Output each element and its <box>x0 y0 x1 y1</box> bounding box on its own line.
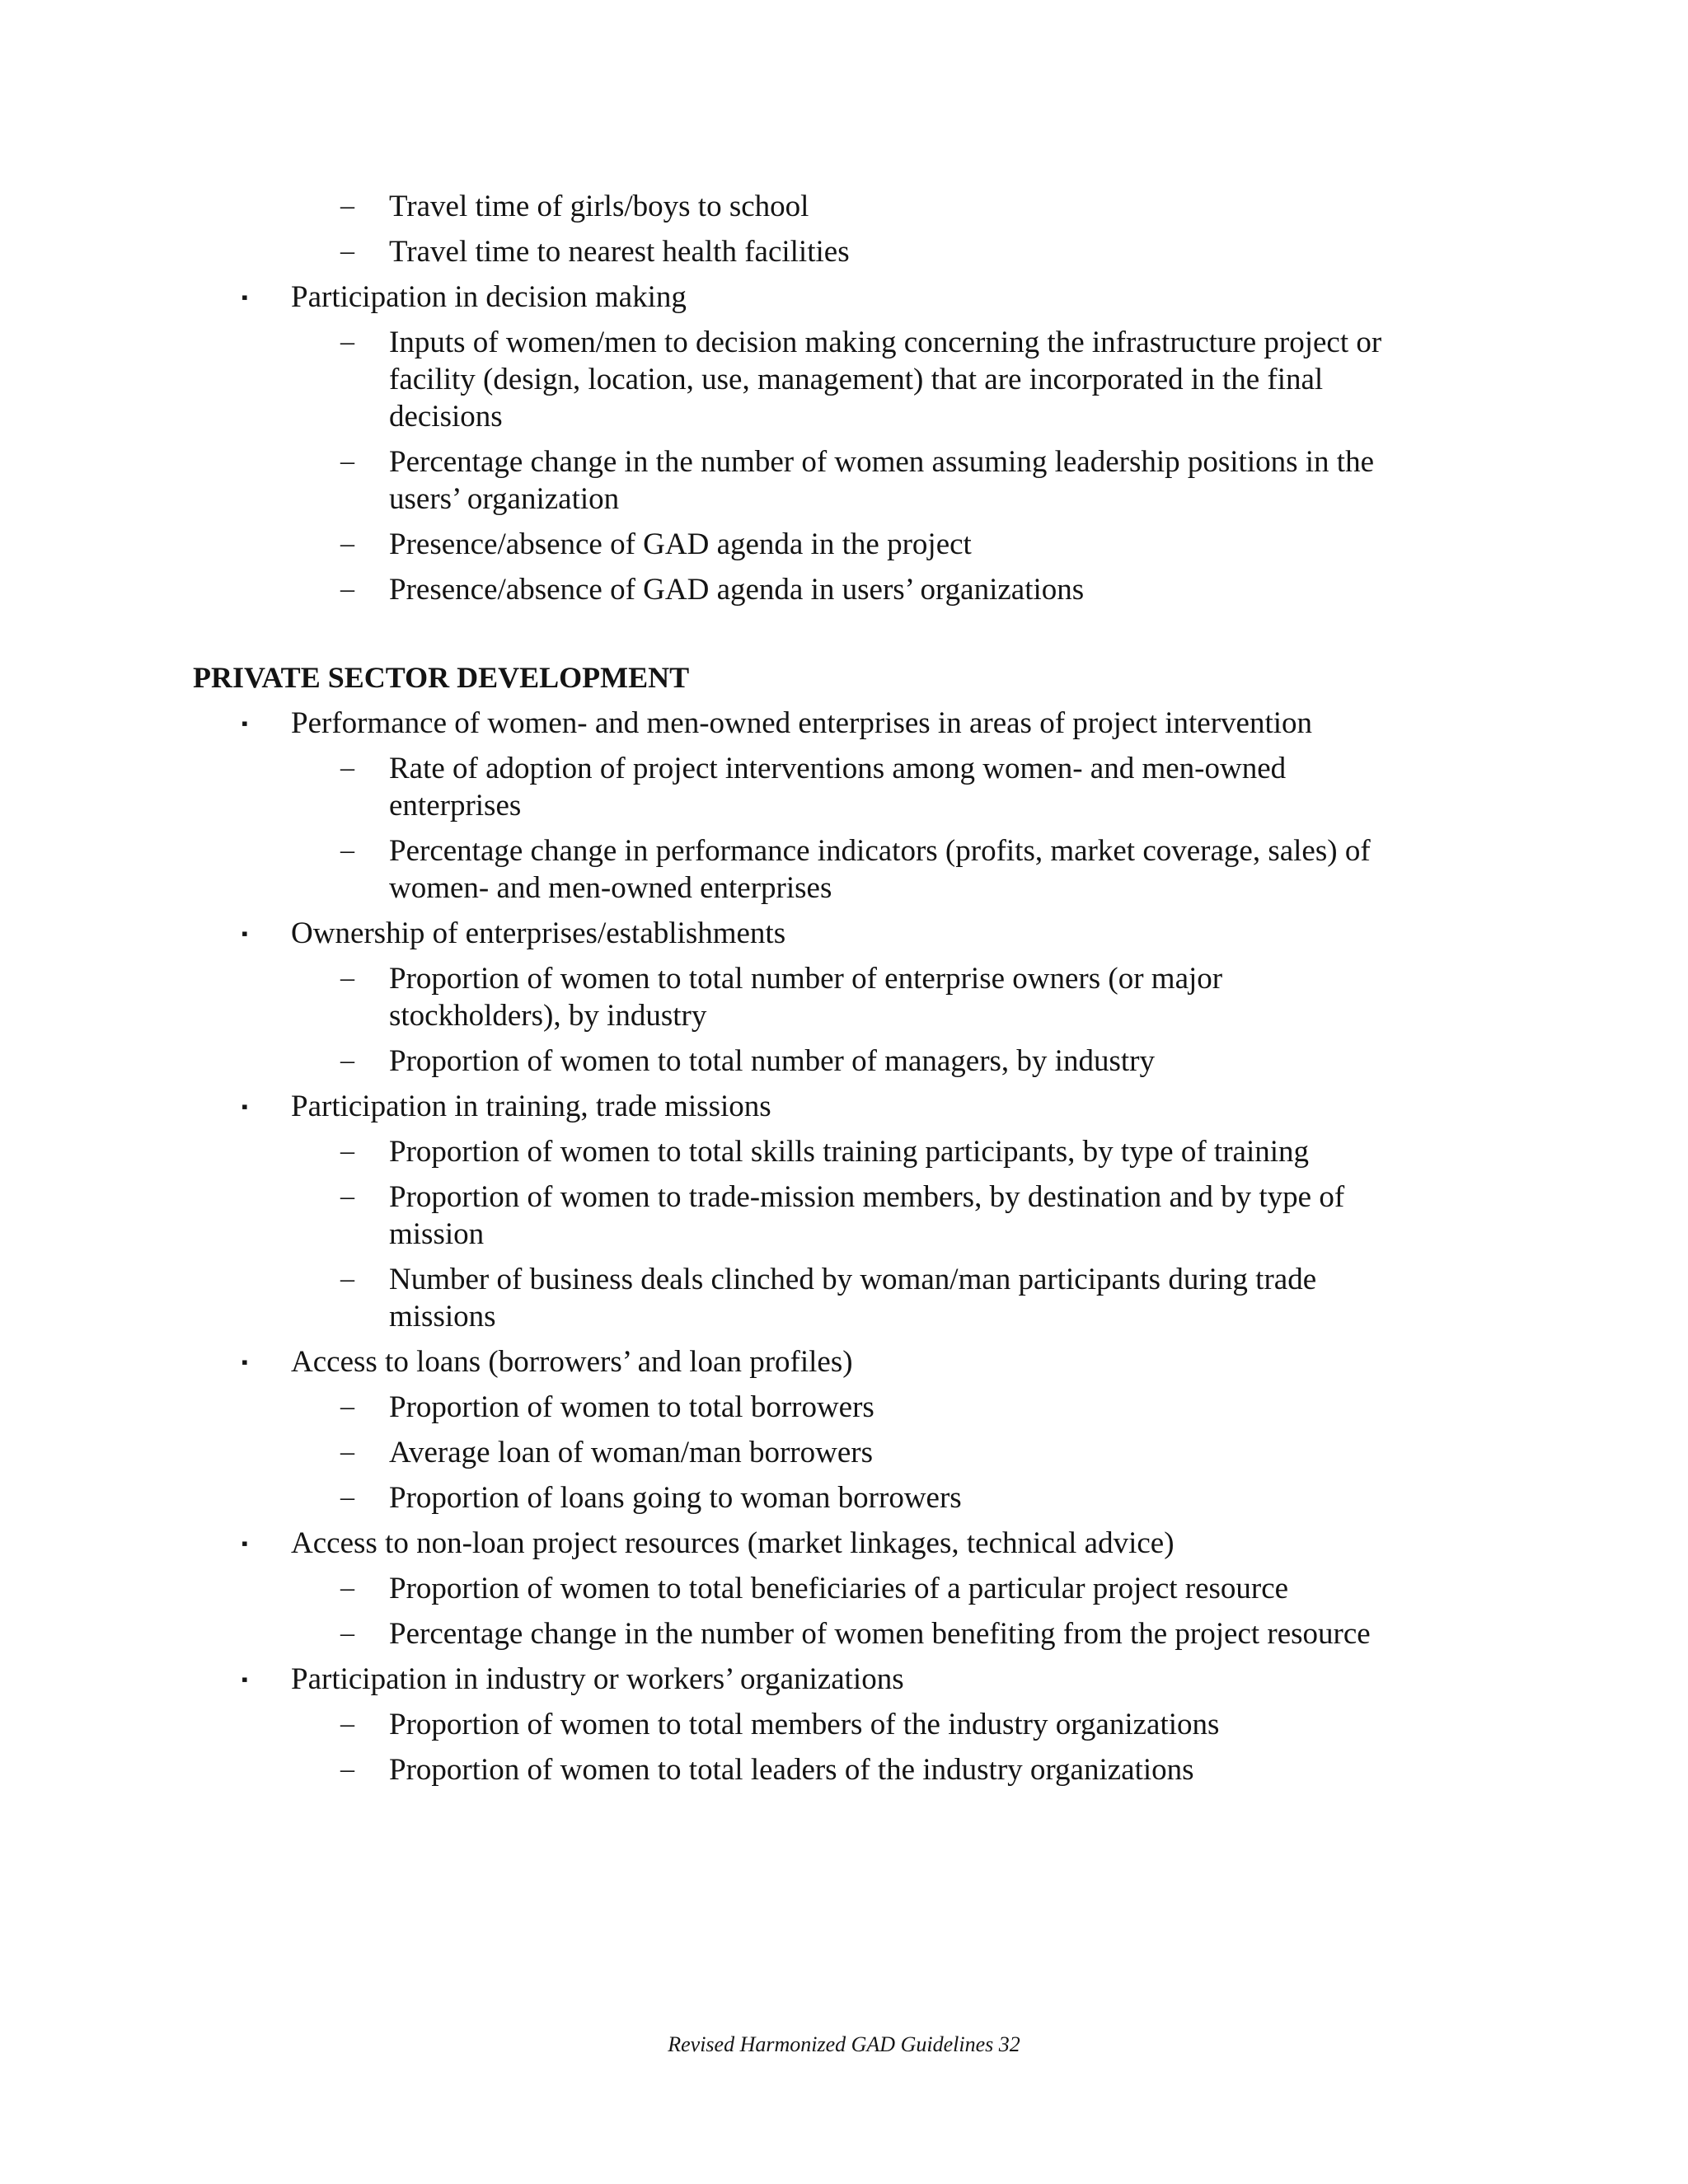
bullet-item <box>0 915 1688 952</box>
item-text-line: women- and men-owned enterprises <box>389 871 832 905</box>
item-text-line: Ownership of enterprises/establishments <box>291 916 786 950</box>
item-text-line: mission <box>389 1217 485 1251</box>
indicator-list-continued <box>0 188 1688 608</box>
item-text-line: Participation in decision making <box>291 280 687 314</box>
item-text-line: Percentage change in performance indicators (profits, market coverage, sales) of <box>389 834 1371 868</box>
sub-item <box>0 1615 1688 1652</box>
square-bullet-icon: ▪ <box>241 1533 248 1554</box>
dash-marker: – <box>340 574 354 604</box>
sub-item <box>0 324 1688 435</box>
bullet-item <box>0 1343 1688 1380</box>
item-text-line: Proportion of women to total skills training participants, by type of training <box>389 1135 1309 1169</box>
page-footer: Revised Harmonized GAD Guidelines 32 <box>668 2032 1020 2056</box>
sub-item <box>0 571 1688 608</box>
dash-marker: – <box>340 835 354 865</box>
bullet-item <box>0 279 1688 316</box>
sub-item <box>0 443 1688 518</box>
item-text-line: enterprises <box>389 789 522 823</box>
item-text-line: Access to non-loan project resources (market linkages, technical advice) <box>291 1526 1175 1560</box>
square-bullet-icon: ▪ <box>241 287 248 307</box>
square-bullet-icon: ▪ <box>241 1352 248 1372</box>
dash-marker: – <box>340 1263 354 1294</box>
sub-item <box>0 1261 1688 1335</box>
item-text-line: Percentage change in the number of women benefiting from the project resource <box>389 1617 1371 1651</box>
item-text-line: Proportion of women to total number of enterprise owners (or major <box>389 962 1223 996</box>
dash-marker: – <box>340 1754 354 1784</box>
sub-item <box>0 1751 1688 1788</box>
sub-item <box>0 1570 1688 1607</box>
item-text-line: Travel time to nearest health facilities <box>389 235 850 269</box>
sub-item <box>0 750 1688 824</box>
dash-marker: – <box>340 1572 354 1603</box>
dash-marker: – <box>340 1391 354 1422</box>
item-text-line: Average loan of woman/man borrowers <box>389 1436 873 1469</box>
sub-item <box>0 233 1688 270</box>
square-bullet-icon: ▪ <box>241 713 248 733</box>
item-text-line: Proportion of loans going to woman borrowers <box>389 1481 962 1515</box>
item-text-line: Number of business deals clinched by woman/man participants during trade <box>389 1263 1317 1296</box>
dash-marker: – <box>340 326 354 357</box>
dash-marker: – <box>340 1136 354 1166</box>
item-text-line: Participation in industry or workers’ organizations <box>291 1662 904 1696</box>
sub-item <box>0 1706 1688 1743</box>
item-text-line: facility (design, location, use, management) that are incorporated in the final <box>389 363 1324 396</box>
dash-marker: – <box>340 752 354 783</box>
sub-item <box>0 1179 1688 1253</box>
item-text-line: Inputs of women/men to decision making concerning the infrastructure project or <box>389 326 1382 359</box>
square-bullet-icon: ▪ <box>241 923 248 944</box>
item-text-line: stockholders), by industry <box>389 999 707 1033</box>
item-text-line: Proportion of women to total number of managers, by industry <box>389 1044 1155 1078</box>
dash-marker: – <box>340 963 354 993</box>
bullet-item <box>0 1525 1688 1562</box>
sub-item <box>0 832 1688 907</box>
item-text-line: Access to loans (borrowers’ and loan profiles) <box>291 1345 853 1379</box>
bullet-item <box>0 1088 1688 1125</box>
item-text-line: Presence/absence of GAD agenda in users’ organizations <box>389 573 1085 607</box>
section-heading: PRIVATE SECTOR DEVELOPMENT <box>193 661 690 694</box>
item-text-line: Participation in training, trade missions <box>291 1090 771 1123</box>
item-text-line: decisions <box>389 400 503 434</box>
dash-marker: – <box>340 1618 354 1648</box>
dash-marker: – <box>340 1045 354 1076</box>
square-bullet-icon: ▪ <box>241 1669 248 1690</box>
item-text-line: Travel time of girls/boys to school <box>389 190 809 223</box>
sub-item <box>0 1389 1688 1426</box>
sub-item <box>0 1043 1688 1080</box>
item-text-line: Proportion of women to total borrowers <box>389 1390 874 1424</box>
dash-marker: – <box>340 1708 354 1739</box>
sub-item <box>0 188 1688 225</box>
item-text-line: missions <box>389 1300 496 1333</box>
item-text-line: Presence/absence of GAD agenda in the project <box>389 527 972 561</box>
dash-marker: – <box>340 1181 354 1212</box>
item-text-line: Proportion of women to total beneficiaries of a particular project resource <box>389 1572 1289 1605</box>
item-text-line: Proportion of women to total leaders of the industry organizations <box>389 1753 1194 1787</box>
item-text-line: Percentage change in the number of women assuming leadership positions in the <box>389 445 1375 479</box>
dash-marker: – <box>340 236 354 266</box>
dash-marker: – <box>340 1482 354 1512</box>
item-text-line: users’ organization <box>389 482 620 516</box>
dash-marker: – <box>340 190 354 221</box>
bullet-item <box>0 705 1688 742</box>
dash-marker: – <box>340 1436 354 1467</box>
sub-item <box>0 526 1688 563</box>
dash-marker: – <box>340 528 354 559</box>
square-bullet-icon: ▪ <box>241 1096 248 1117</box>
sub-item <box>0 1479 1688 1516</box>
item-text-line: Proportion of women to trade-mission members, by destination and by type of <box>389 1180 1345 1214</box>
item-text-line: Proportion of women to total members of the industry organizations <box>389 1708 1220 1741</box>
sub-item <box>0 960 1688 1034</box>
private-sector-indicator-list <box>0 705 1688 1788</box>
document-body <box>0 188 1688 1788</box>
sub-item <box>0 1133 1688 1170</box>
item-text-line: Performance of women- and men-owned enterprises in areas of project intervention <box>291 706 1313 740</box>
bullet-item <box>0 1661 1688 1698</box>
item-text-line: Rate of adoption of project interventions among women- and men-owned <box>389 752 1287 785</box>
sub-item <box>0 1434 1688 1471</box>
dash-marker: – <box>340 446 354 476</box>
